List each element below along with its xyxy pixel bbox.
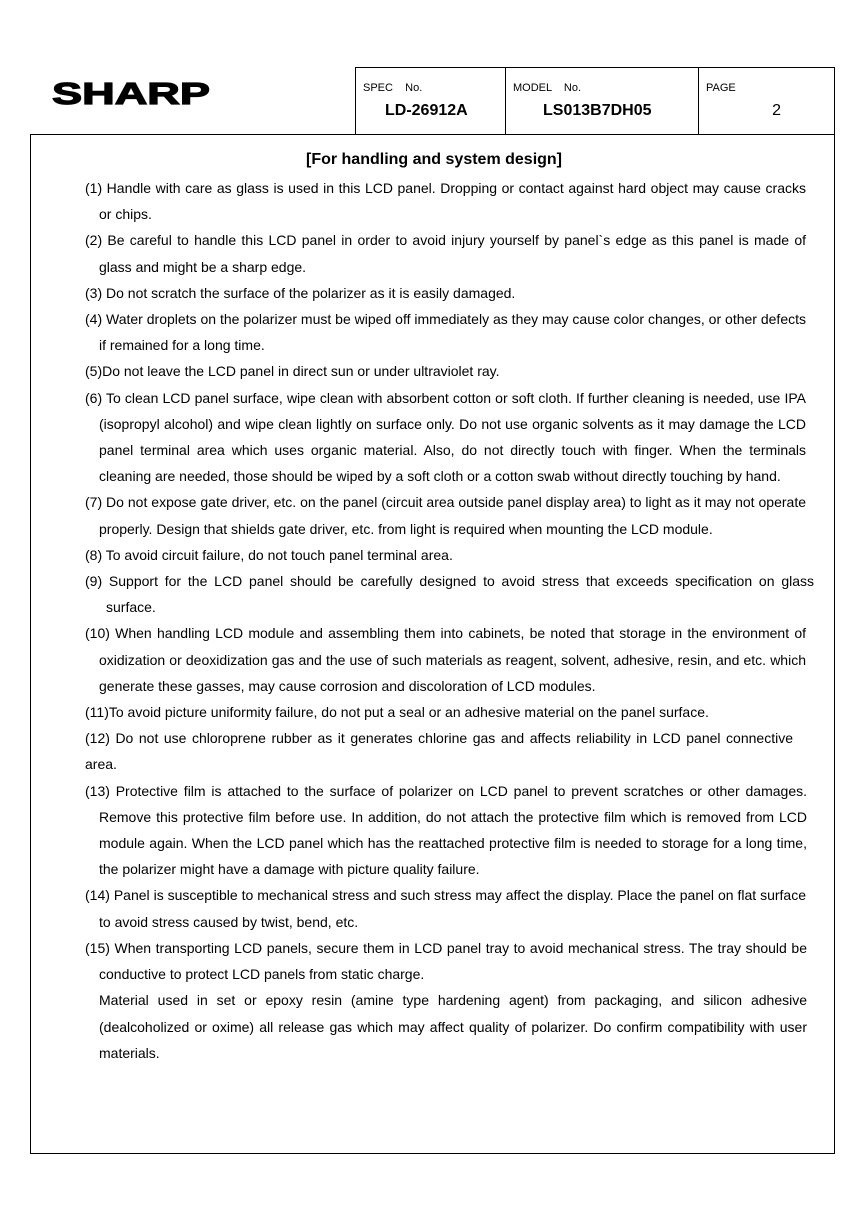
list-item: (13) Protective film is attached to the surface of polarizer on LCD panel to prevent scratches or other damages. Remove this protective film before use. In addition, do not attach the protective film which is removed from LCD module again. When the LCD panel which has the reattached protective film is needed to storage for a long time, the polarizer might have a damage with picture quality failure. bbox=[85, 782, 807, 878]
list-item: (8) To avoid circuit failure, do not touch panel terminal area. bbox=[85, 546, 453, 563]
list-item: (12) Do not use chloroprene rubber as it generates chlorine gas and affects reliability in LCD panel connective area. bbox=[85, 730, 793, 773]
list-item: (9) Support for the LCD panel should be carefully designed to avoid stress that exceeds specification on glass surface. bbox=[85, 573, 814, 616]
sharp-logo bbox=[52, 78, 212, 108]
model-label: MODEL No. bbox=[513, 82, 582, 94]
spec-header-table bbox=[355, 67, 835, 135]
sharp-logo-icon bbox=[52, 78, 212, 108]
list-item: (7) Do not expose gate driver, etc. on the panel (circuit area outside panel display area) to light as it may not operate properly. Design that shields gate driver, etc. from light is required when mounting the LCD module. bbox=[85, 494, 806, 537]
list-item: (3) Do not scratch the surface of the polarizer as it is easily damaged. bbox=[85, 284, 516, 301]
section-title: [For handling and system design] bbox=[305, 151, 563, 168]
spec-value: LD-26912A bbox=[385, 102, 468, 119]
list-item: (6) To clean LCD panel surface, wipe clean with absorbent cotton or soft cloth. If further cleaning is needed, use IPA (isopropyl alcohol) and wipe clean lightly on surface only. Do not use organic solvents as it may damage the LCD panel terminal area which uses organic material. Also, do not directly touch with finger. When the terminals cleaning are needed, those should be wiped by a soft cloth or a cotton swab without directly touching by hand. bbox=[85, 389, 806, 485]
list-item: (4) Water droplets on the polarizer must be wiped off immediately as they may cause color changes, or other defects if remained for a long time. bbox=[85, 311, 806, 354]
list-item: (1) Handle with care as glass is used in this LCD panel. Dropping or contact against hard object may cause cracks or chips. bbox=[85, 180, 806, 223]
list-item: (5)Do not leave the LCD panel in direct sun or under ultraviolet ray. bbox=[85, 363, 500, 380]
list-item-note: Material used in set or epoxy resin (amine type hardening agent) from packaging, and silicon adhesive (dealcoholized or oxime) all release gas which may affect quality of polarizer. Do confirm compatibility with user materials. bbox=[99, 992, 807, 1061]
page-number: 2 bbox=[772, 102, 781, 119]
list-item: (11)To avoid picture uniformity failure, do not put a seal or an adhesive material on the panel surface. bbox=[85, 704, 709, 721]
logo-text: SHARP bbox=[52, 78, 210, 108]
page-cell bbox=[699, 68, 834, 134]
spec-label: SPEC No. bbox=[363, 82, 423, 94]
list-item: (14) Panel is susceptible to mechanical stress and such stress may affect the display. Place the panel on flat surface to avoid stress caused by twist, bend, etc. bbox=[85, 887, 806, 930]
list-item: (2) Be careful to handle this LCD panel in order to avoid injury yourself by panel`s edge as this panel is made of glass and might be a sharp edge. bbox=[85, 232, 806, 275]
list-item: (15) When transporting LCD panels, secure them in LCD panel tray to avoid mechanical stress. The tray should be conductive to protect LCD panels from static charge. bbox=[85, 939, 807, 983]
page-label: PAGE bbox=[706, 82, 736, 94]
spec-cell bbox=[356, 68, 506, 134]
model-cell bbox=[506, 68, 699, 134]
model-value: LS013B7DH05 bbox=[543, 102, 652, 119]
handling-list bbox=[85, 175, 814, 1066]
list-item: (10) When handling LCD module and assembling them into cabinets, be noted that storage in the environment of oxidization or deoxidization gas and the use of such materials as reagent, solvent, adhesive, resin, and etc. which generate these gasses, may cause corrosion and discoloration of LCD modules. bbox=[85, 625, 806, 694]
